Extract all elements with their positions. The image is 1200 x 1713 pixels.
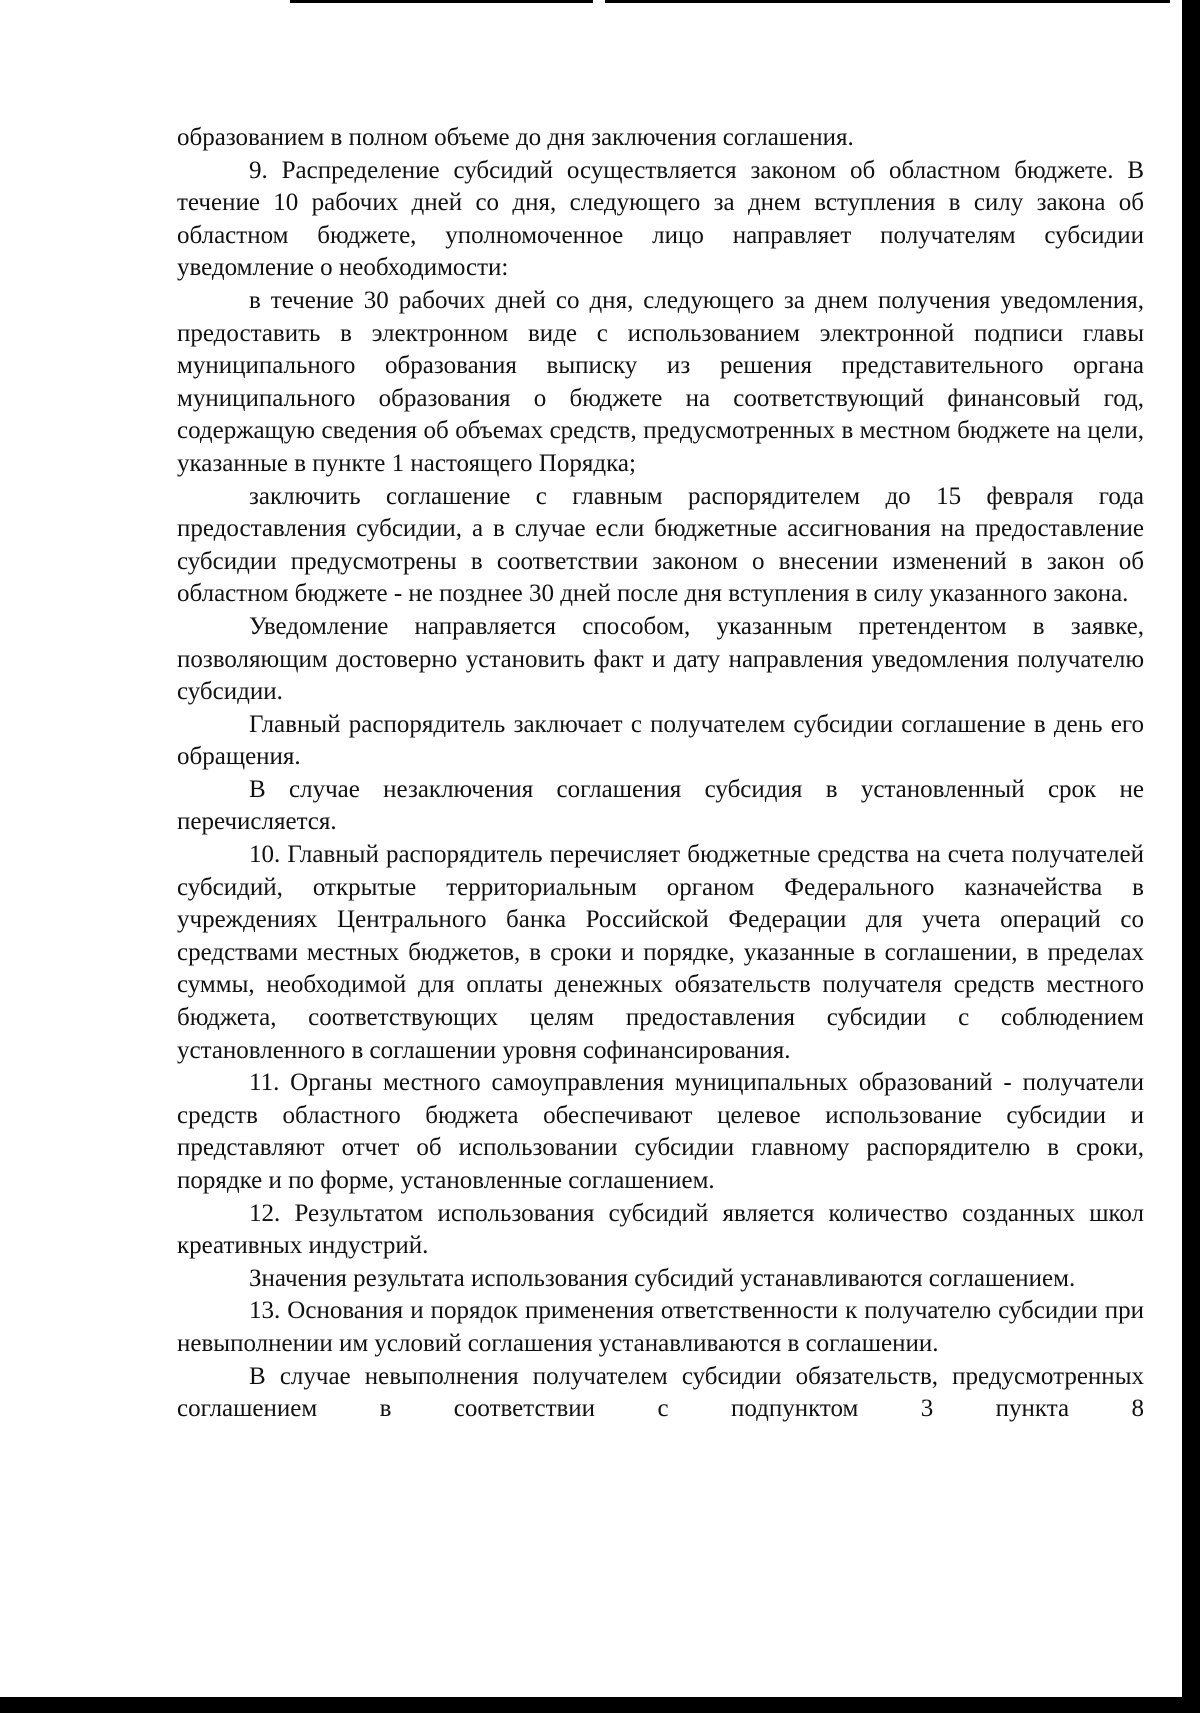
scan-border-top-gap xyxy=(593,0,605,4)
paragraph-result-values: Значения результата использования субсидий устанавливаются соглашением. xyxy=(249,1264,1076,1292)
paragraph-non-conclusion: В случае незаключения соглашения субсидия в установленный срок не перечисляется. xyxy=(177,775,1144,836)
scan-border-top xyxy=(290,0,1170,3)
scan-border-bottom xyxy=(0,1697,1200,1713)
paragraph-item-9-sub-1: в течение 30 рабочих дней со дня, следующего за днем получения уведомления, предоставить в электронном виде с использованием электронной подписи главы муниципального образования выписку из решения представительного органа муниципального образования о бюджете на соответствующий финансовый год, содержащую сведения об объемах средств, предусмотренных в местном бюджете на цели, указанные в пункте 1 настоящего Порядка; xyxy=(177,286,1144,477)
paragraph-item-13: 13. Основания и порядок применения ответственности к получателю субсидии при невыполнении им условий соглашения устанавливаются в соглашении. xyxy=(177,1297,1144,1357)
scan-border-right xyxy=(1182,0,1200,1713)
paragraph-non-fulfillment: В случае невыполнения получателем субсидии обязательств, предусмотренных соглашением в соответствии с подпунктом 3 пункта 8 xyxy=(177,1362,1144,1423)
paragraph-item-9: 9. Распределение субсидий осуществляется законом об областном бюджете. В течение 10 рабочих дней со дня, следующего за днем вступления в силу закона об областном бюджете, уполномоченное лицо направляет получателям субсидии уведомление о необходимости: xyxy=(177,156,1144,282)
paragraph-continuation: образованием в полном объеме до дня заключения соглашения. xyxy=(177,124,854,151)
paragraph-item-9-sub-2: заключить соглашение с главным распорядителем до 15 февраля года предоставления субсидии, а в случае если бюджетные ассигнования на предоставление субсидии предусмотрены в соответствии законом о внесении изменений в закон об областном бюджете - не позднее 30 дней после дня вступления в силу указанного закона. xyxy=(177,482,1144,608)
paragraph-agreement-conclusion: Главный распорядитель заключает с получателем субсидии соглашение в день его обращения. xyxy=(177,710,1144,771)
document-body xyxy=(177,122,1144,1426)
paragraph-item-12: 12. Результатом использования субсидий является количество созданных школ креативных индустрий. xyxy=(177,1199,1144,1260)
paragraph-item-11: 11. Органы местного самоуправления муниципальных образований - получатели средств областного бюджета обеспечивают целевое использование субсидии и представляют отчет об использовании субсидии главному распорядителю в сроки, порядке и по форме, установленные соглашением. xyxy=(177,1069,1144,1194)
paragraph-item-10: 10. Главный распорядитель перечисляет бюджетные средства на счета получателей субсидий, открытые территориальным органом Федерального казначейства в учреждениях Центрального банка Российской Федерации для учета операций со средствами местных бюджетов, в сроки и порядке, указанные в соглашении, в пределах суммы, необходимой для оплаты денежных обязательств получателя средств местного бюджета, соответствующих целям предоставления субсидии с соблюдением установленного в соглашении уровня софинансирования. xyxy=(177,841,1144,1064)
paragraph-notification-method: Уведомление направляется способом, указанным претендентом в заявке, позволяющим достоверно установить факт и дату направления уведомления получателю субсидии. xyxy=(177,612,1144,706)
